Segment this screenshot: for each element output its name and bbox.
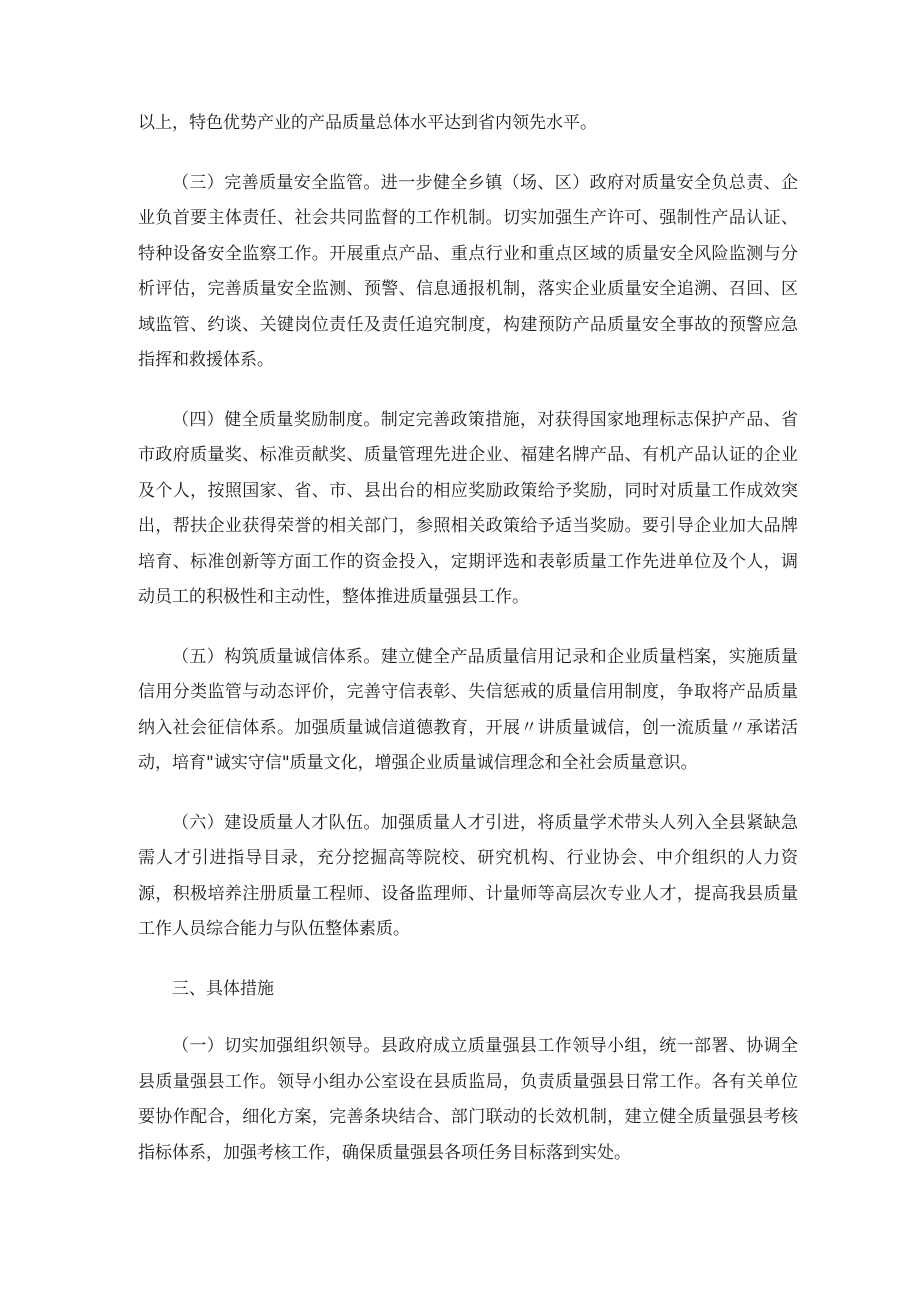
paragraph-quality-safety-supervision: （三）完善质量安全监管。进一步健全乡镇（场、区）政府对质量安全负总责、企业负首要主体责任、社会共同监督的工作机制。切实加强生产许可、强制性产品认证、特种设备安全监察工作。开展重点产品、重点行业和重点区域的质量安全风险监测与分析评估，完善质量安全监测、预警、信息通报机制，落实企业质量安全追溯、召回、区域监管、约谈、关键岗位责任及责任追究制度，构建预防产品质量安全事故的预警应急指挥和救援体系。 (138, 172, 798, 370)
paragraph-quality-integrity-system: （五）构筑质量诚信体系。建立健全产品质量信用记录和企业质量档案，实施质量信用分类监管与动态评价，完善守信表彰、失信惩戒的质量信用制度，争取将产品质量纳入社会征信体系。加强质量诚信道德教育，开展〃讲质量诚信，创一流质量〃承诺活动，培育"诚实守信"质量文化，增强企业质量诚信理念和全社会质量意识。 (138, 646, 798, 773)
paragraph-organizational-leadership: （一）切实加强组织领导。县政府成立质量强县工作领导小组，统一部署、协调全县质量强县工作。领导小组办公室设在县质监局，负责质量强县日常工作。各有关单位要协作配合，细化方案，完善条块结合、部门联动的长效机制，建立健全质量强县考核指标体系，加强考核工作，确保质量强县各项任务目标落到实处。 (138, 1036, 798, 1163)
paragraph-quality-talent-team: （六）建设质量人才队伍。加强质量人才引进，将质量学术带头人列入全县紧缺急需人才引进指导目录，充分挖掘高等院校、研究机构、行业协会、中介组织的人力资源，积极培养注册质量工程师、设备监理师、计量师等高层次专业人才，提高我县质量工作人员综合能力与队伍整体素质。 (138, 812, 798, 939)
section-heading-specific-measures: 三、具体措施 (172, 978, 274, 999)
paragraph-quality-reward-system: （四）健全质量奖励制度。制定完善政策措施，对获得国家地理标志保护产品、省市政府质量奖、标准贡献奖、质量管理先进企业、福建名牌产品、有机产品认证的企业及个人，按照国家、省、市、县出台的相应奖励政策给予奖励，同时对质量工作成效突出，帮扶企业获得荣誉的相关部门，参照相关政策给予适当奖励。要引导企业加大品牌培育、标准创新等方面工作的资金投入，定期评选和表彰质量工作先进单位及个人，调动员工的积极性和主动性，整体推进质量强县工作。 (138, 409, 798, 607)
document-body (138, 106, 798, 1195)
paragraph-continuation: 以上，特色优势产业的产品质量总体水平达到省内领先水平。 (138, 113, 597, 133)
